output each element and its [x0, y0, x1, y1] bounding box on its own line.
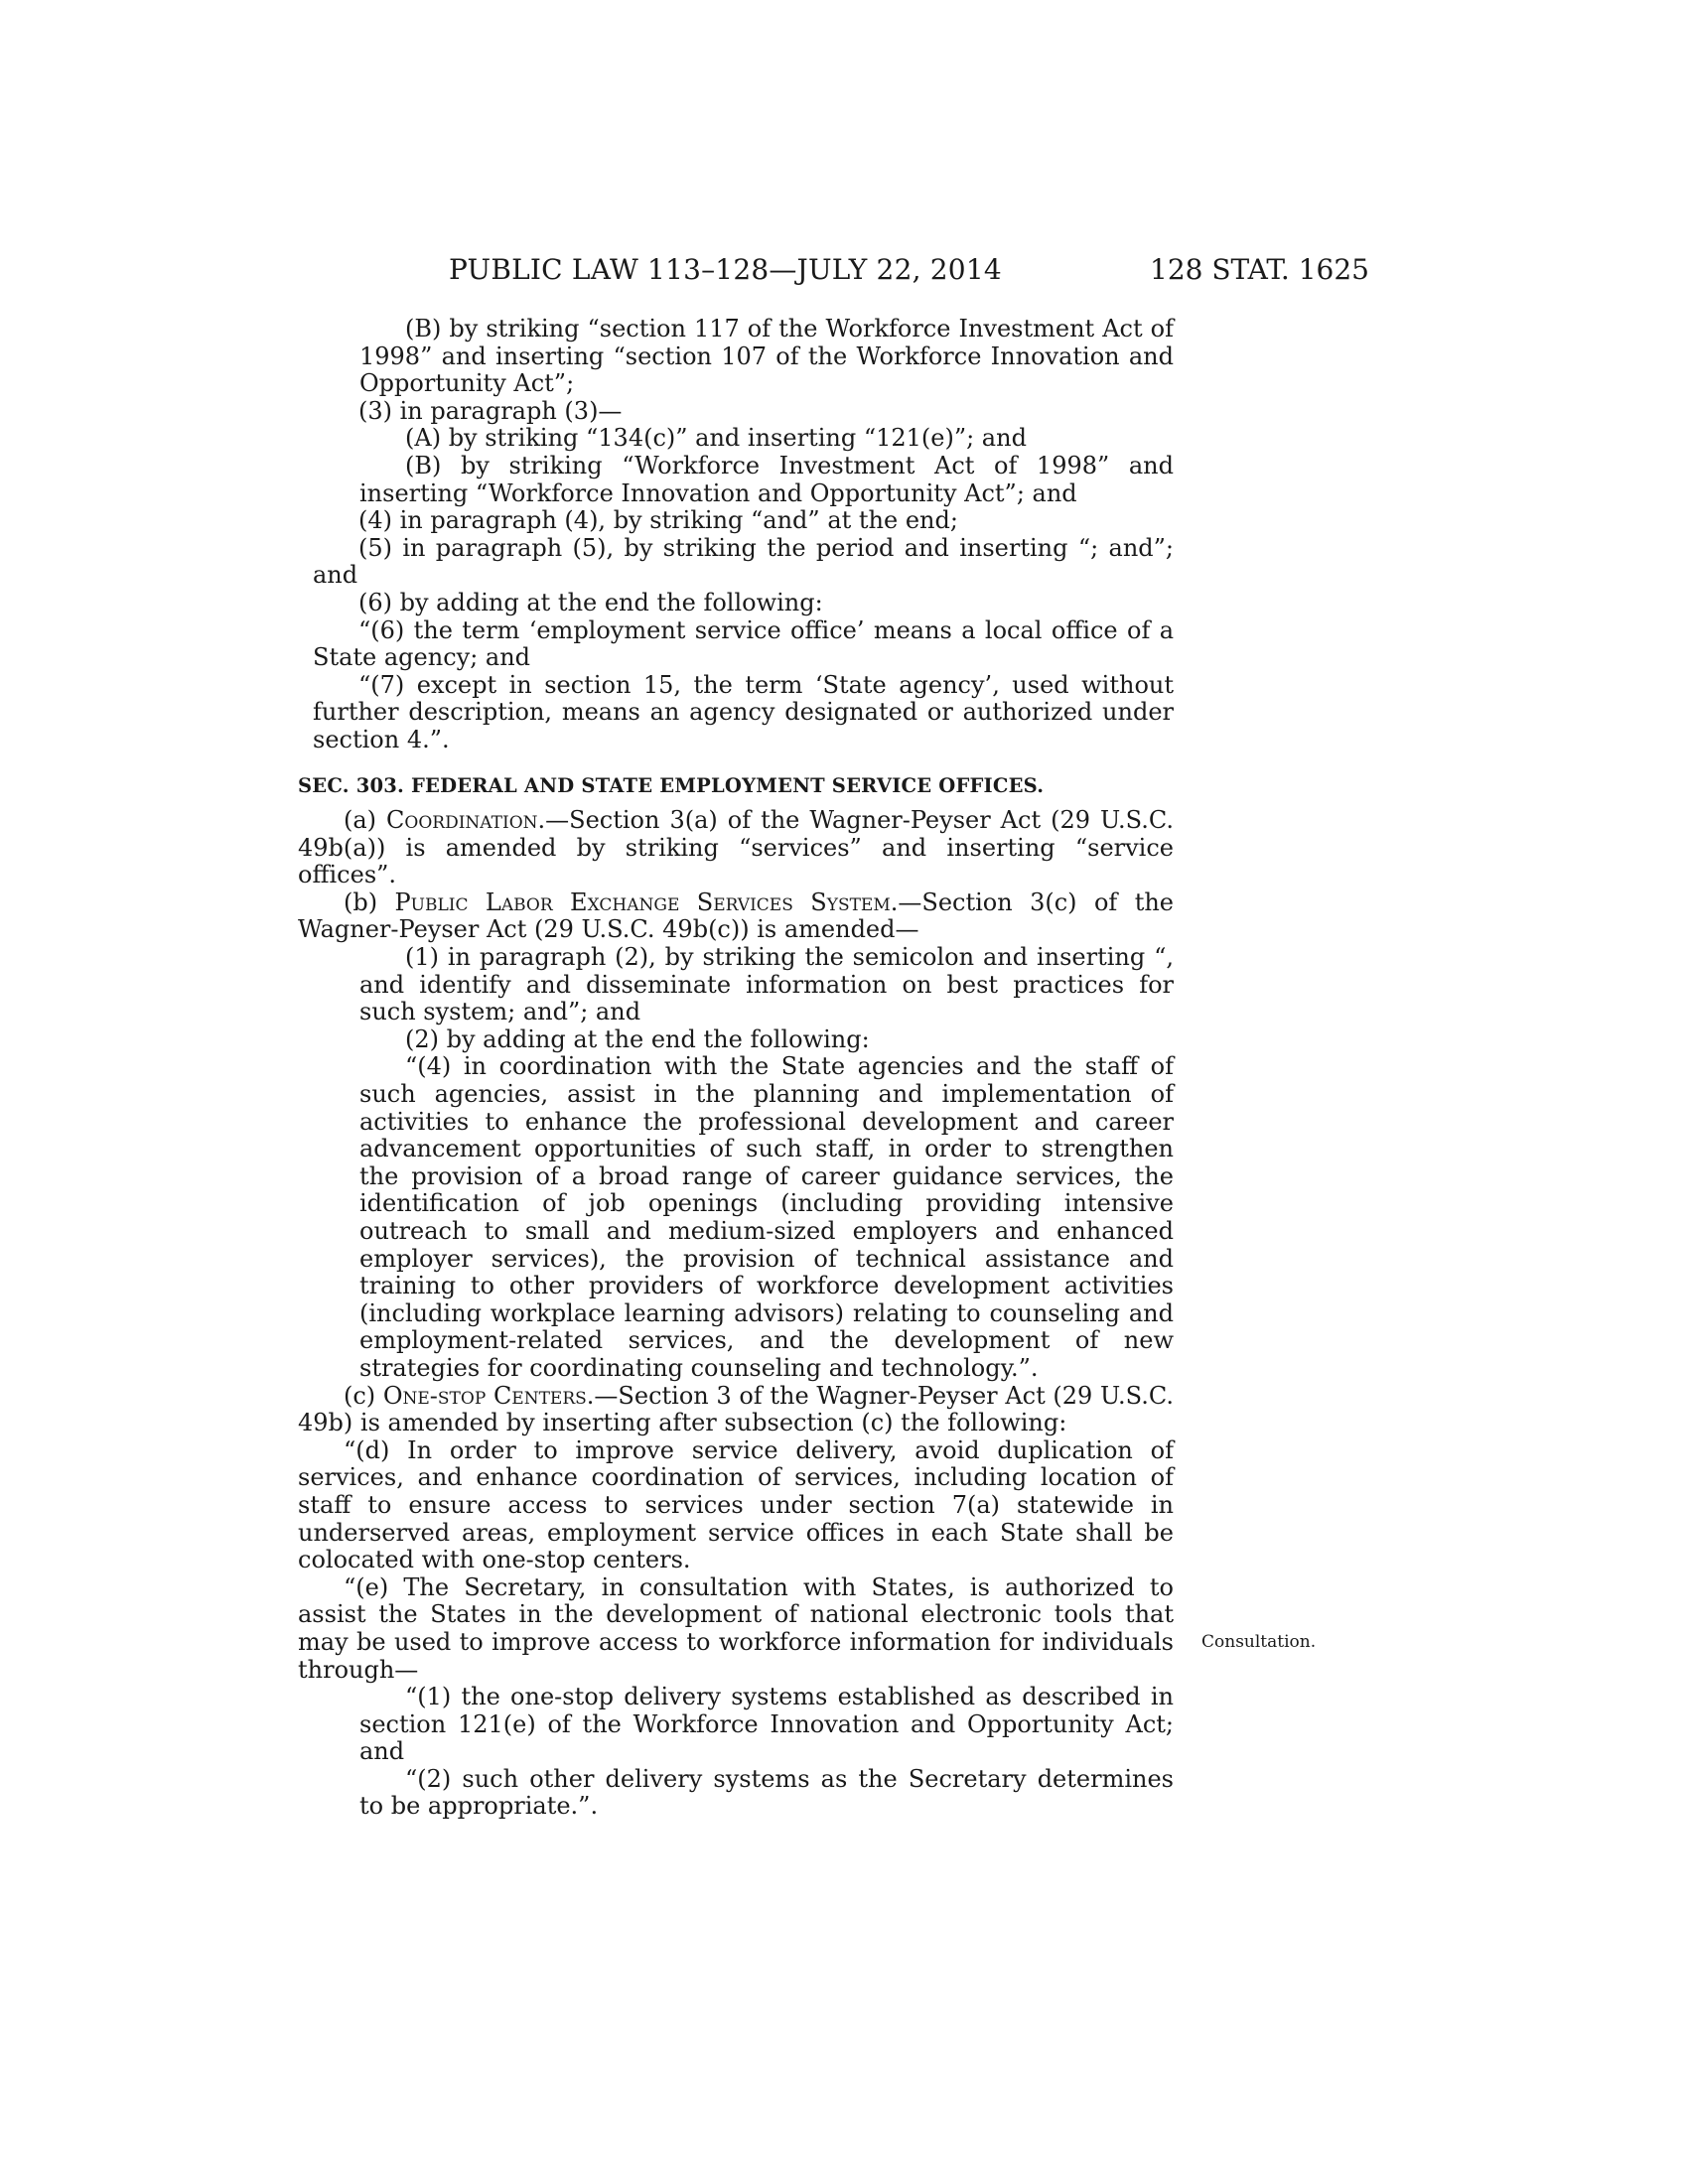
subsection-b-text: .—Section 3(c) of the Wagner-Peyser Act (29 U.S.C. 49b(c)) is amended— — [298, 887, 1174, 944]
quoted-subsection-d: “(d) In order to improve service delivery, avoid duplication of services, and enhance coordination of services, including location of staff to ensure access to services under section 7(a) statewide in underserved areas, employment service offices in each State shall be colocated with one-stop centers. — [298, 1435, 1174, 1574]
clause-3b-prev: (B) by striking “section 117 of the Workforce Investment Act of 1998” and inserting “section 107 of the Workforce Innovation and Opportunity Act”; — [359, 315, 1174, 398]
subsection-c-heading: One-stop Centers — [382, 1381, 587, 1410]
subsection-b-heading: Public Labor Exchange Services System — [394, 887, 891, 916]
running-header-page: 128 STAT. 1625 — [1150, 253, 1369, 286]
subsection-b-para-1: (1) in paragraph (2), by striking the semicolon and inserting “, and identify and disseminate information on best practices for such system; and”; and — [359, 943, 1174, 1026]
quoted-para-e1: “(1) the one-stop delivery systems established as described in section 121(e) of the Workforce Innovation and Opportunity Act; and — [359, 1683, 1174, 1766]
subsection-b — [298, 889, 1174, 944]
paragraph-4: (4) in paragraph (4), by striking “and” at the end; — [358, 506, 958, 535]
clause-3a: (A) by striking “134(c)” and inserting “121(e)”; and — [405, 424, 1027, 453]
subsection-c-label: (c) — [344, 1381, 383, 1410]
paragraph-6: (6) by adding at the end the following: — [358, 588, 823, 616]
paragraph-3: (3) in paragraph (3)— — [358, 396, 623, 425]
subsection-c-text: .—Section 3 of the Wagner-Peyser Act (29 U.S.C. 49b) is amended by inserting after subsection (c) the following: — [298, 1381, 1174, 1437]
running-header-title: PUBLIC LAW 113–128—JULY 22, 2014 — [449, 253, 1002, 286]
clause-3b: (B) by striking “Workforce Investment Act of 1998” and inserting “Workforce Innovation and Opportunity Act”; and — [359, 451, 1174, 507]
quoted-para-6: “(6) the term ‘employment service office’ means a local office of a State agency; and — [313, 615, 1174, 672]
subsection-c — [298, 1383, 1174, 1437]
section-heading: SEC. 303. FEDERAL AND STATE EMPLOYMENT SERVICE OFFICES. — [298, 773, 1045, 797]
quoted-para-e2: “(2) such other delivery systems as the Secretary determines to be appropriate.”. — [359, 1764, 1174, 1821]
subsection-a-heading: Coordination — [386, 806, 538, 835]
subsection-b-label: (b) — [344, 887, 395, 916]
quoted-para-7: “(7) except in section 15, the term ‘State agency’, used without further description, means an agency designated or authorized under section 4.”. — [313, 670, 1174, 753]
quoted-para-4: “(4) in coordination with the State agencies and the staff of such agencies, assist in the planning and implementation of activities to enhance the professional development and career advancement opportunities of such staff, in order to strengthen the provision of a broad range of career guidance services, the identification of job openings (including providing intensive outreach to small and medium-sized employers and enhanced employer services), the provision of technical assistance and training to other providers of workforce development activities (including workplace learning advisors) relating to counseling and employment-related services, and the development of new strategies for coordinating counseling and technology.”. — [359, 1052, 1174, 1382]
document-body — [298, 316, 1174, 1821]
subsection-a — [298, 807, 1174, 889]
paragraph-5: (5) in paragraph (5), by striking the period and inserting “; and”; and — [313, 533, 1174, 590]
margin-note: Consultation. — [1201, 1632, 1317, 1652]
subsection-a-label: (a) — [344, 806, 387, 835]
subsection-b-para-2: (2) by adding at the end the following: — [405, 1024, 870, 1053]
subsection-a-text: .—Section 3(a) of the Wagner-Peyser Act (29 U.S.C. 49b(a)) is amended by striking “services” and inserting “service offices”. — [298, 806, 1174, 889]
quoted-subsection-e: “(e) The Secretary, in consultation with States, is authorized to assist the States in the development of national electronic tools that may be used to improve access to workforce information for individuals through— — [298, 1572, 1174, 1684]
